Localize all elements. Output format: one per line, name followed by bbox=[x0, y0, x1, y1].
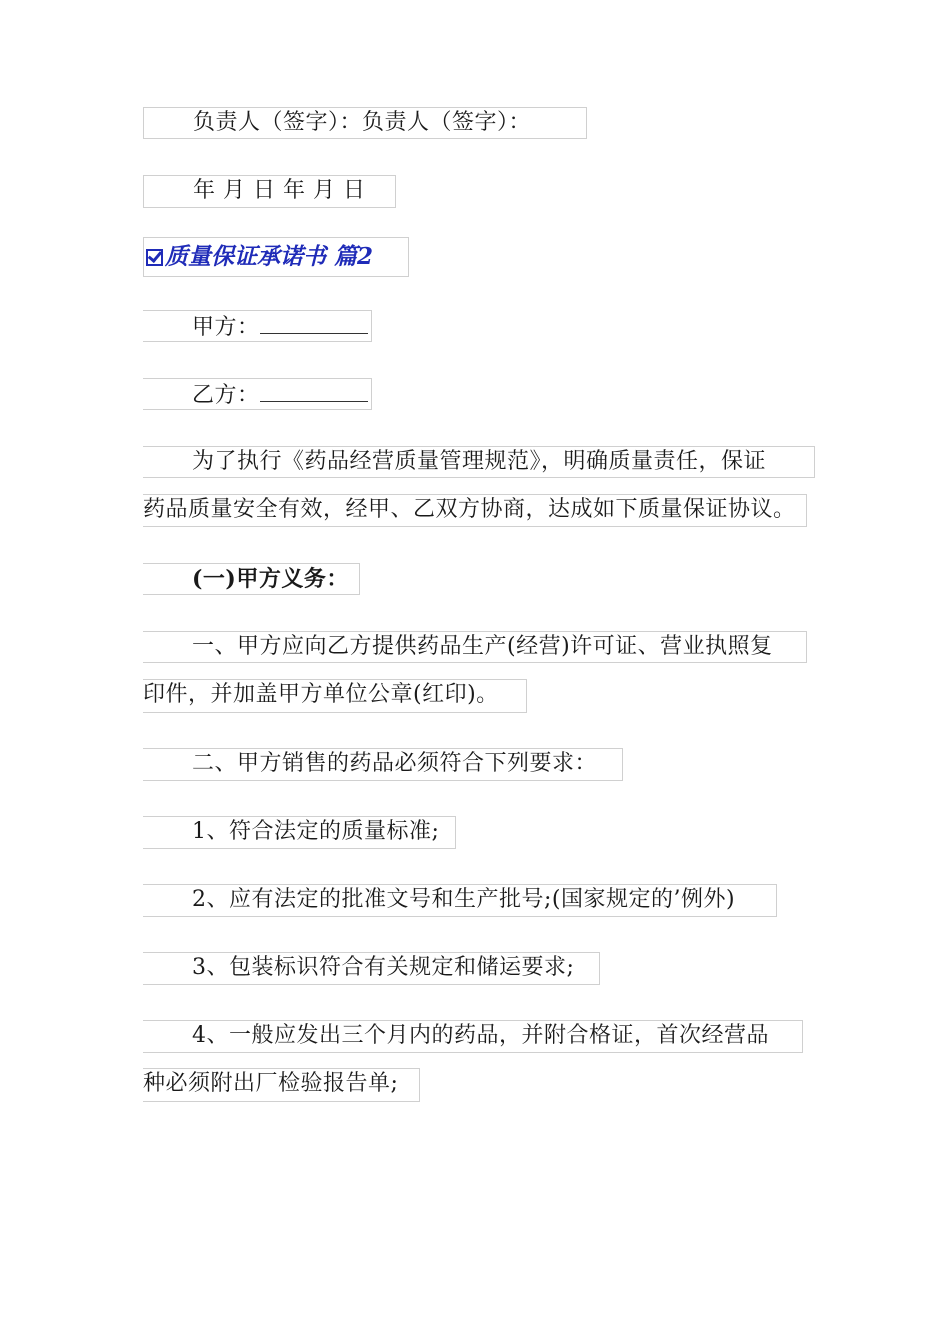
section-a-heading-text: (一)甲方义务： bbox=[192, 566, 349, 592]
requirement-item bbox=[143, 816, 456, 849]
signature-row bbox=[143, 107, 587, 139]
party-b-label: 乙方： bbox=[192, 383, 260, 408]
clause-1-text-1: 一、甲方应向乙方提供药品生产(经营)许可证、营业执照复 bbox=[192, 634, 773, 659]
requirement-4-line-2 bbox=[143, 1068, 420, 1102]
signature-label-party-a: 负责人（签字）： bbox=[193, 110, 363, 135]
checkbox-icon[interactable] bbox=[146, 249, 163, 266]
clause-1-line-1 bbox=[143, 631, 807, 663]
clause-1-line-2 bbox=[143, 679, 527, 713]
date-text: 年 月 日 年 月 日 bbox=[193, 178, 366, 203]
requirement-4-text-2: 种必须附出厂检验报告单; bbox=[143, 1071, 399, 1096]
requirement-text-2: 2、应有法定的批准文号和生产批号;(国家规定的’例外) bbox=[192, 887, 736, 912]
intro-text-1: 为了执行《药品经营质量管理规范》，明确质量责任，保证 bbox=[192, 449, 767, 474]
section-title-text: 质量保证承诺书 篇2 bbox=[165, 243, 374, 270]
intro-line-2 bbox=[143, 494, 807, 527]
signature-label-party-b: 负责人（签字）： bbox=[362, 110, 532, 135]
clause-1-text-2: 印件，并加盖甲方单位公章(红印)。 bbox=[143, 682, 499, 707]
section-title bbox=[143, 237, 409, 277]
requirement-4-line-1 bbox=[143, 1020, 803, 1053]
intro-line-1 bbox=[143, 446, 815, 478]
intro-text-2: 药品质量安全有效，经甲、乙双方协商，达成如下质量保证协议。 bbox=[143, 497, 796, 522]
requirement-item bbox=[143, 884, 777, 917]
clause-2-text: 二、甲方销售的药品必须符合下列要求： bbox=[192, 751, 598, 776]
party-b-row bbox=[143, 378, 372, 410]
requirement-4-text-1: 4、一般应发出三个月内的药品，并附合格证，首次经营品 bbox=[192, 1023, 769, 1048]
section-a-heading bbox=[143, 563, 360, 595]
party-a-blank bbox=[260, 311, 368, 334]
requirement-text-3: 3、包装标识符合有关规定和储运要求; bbox=[192, 955, 575, 980]
party-a-label: 甲方： bbox=[192, 315, 260, 340]
requirement-text-1: 1、符合法定的质量标准; bbox=[192, 819, 440, 844]
clause-2 bbox=[143, 748, 623, 781]
requirement-item bbox=[143, 952, 600, 985]
party-a-row bbox=[143, 310, 372, 342]
date-row bbox=[143, 175, 396, 208]
party-b-blank bbox=[260, 379, 368, 402]
